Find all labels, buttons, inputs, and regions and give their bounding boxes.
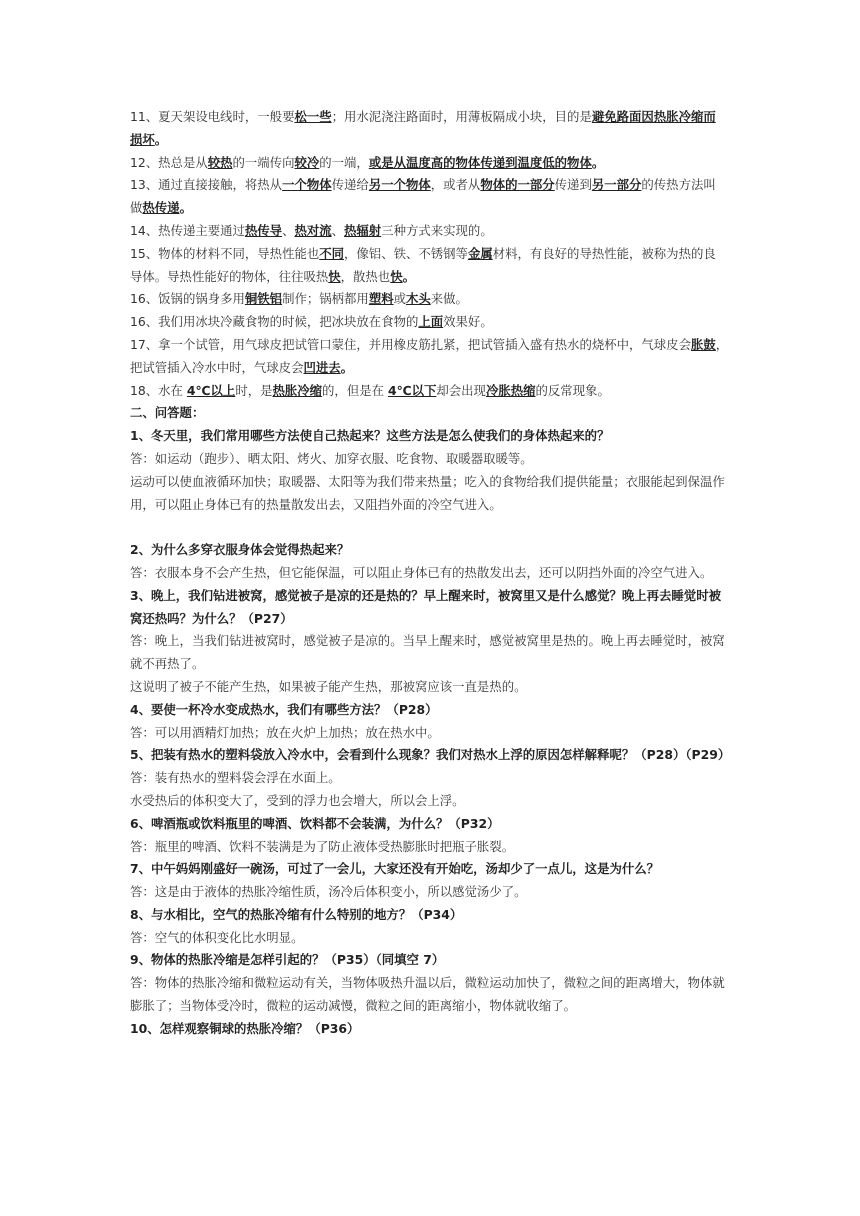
- text-run: 的一端，: [319, 154, 369, 170]
- text-run: 制作；锅柄都用: [282, 291, 369, 307]
- bold-text: 3、晚上，我们钻进被窝，感觉被子是凉的还是热的？早上醒来时，被窝里又是什么感觉？晚上再去睡觉时被: [130, 587, 721, 603]
- text-run: ，或者从: [430, 177, 481, 193]
- answer-blank: 热辐射: [344, 222, 382, 238]
- text-line: [130, 972, 732, 995]
- answer-blank: 另一个物体: [368, 177, 431, 193]
- text-line: [130, 471, 732, 494]
- text-line: [130, 129, 732, 152]
- bold-text: 8、与水相比，空气的热胀冷缩有什么特别的地方？（P34）: [130, 906, 463, 922]
- text-run: 或: [393, 291, 406, 307]
- text-run: 14、热传递主要通过: [130, 222, 245, 238]
- text-line: [130, 653, 732, 676]
- bold-text: 4、要使一杯冷水变成热水，我们有哪些方法？（P28）: [130, 701, 438, 717]
- text-line: [130, 722, 732, 745]
- bold-text: 。: [591, 154, 605, 170]
- bold-text: 窝还热吗？为什么？（P27）: [130, 610, 293, 626]
- text-run: 的反常现象。: [535, 382, 610, 398]
- answer-blank: 热传导: [244, 222, 283, 238]
- text-line: [130, 676, 732, 699]
- document-body: [130, 106, 732, 1041]
- text-line: [130, 1018, 732, 1041]
- bold-text: 二、问答题：: [130, 405, 205, 421]
- text-run: 传递给: [331, 177, 369, 193]
- text-run: 三种方式来实现的。: [381, 222, 493, 238]
- bold-text: 6、啤酒瓶或饮料瓶里的啤酒、饮料都不会装满，为什么？（P32）: [130, 815, 500, 831]
- text-line: [130, 813, 732, 836]
- text-line: [130, 266, 732, 289]
- text-line: [130, 699, 732, 722]
- answer-blank: 冷胀热缩: [485, 382, 536, 398]
- bold-text: 2、为什么多穿衣服身体会觉得热起来？: [130, 542, 350, 558]
- answer-blank: 木头: [405, 291, 431, 307]
- text-line: [130, 174, 732, 197]
- text-line: [130, 630, 732, 653]
- bold-text: 10、怎样观察铜球的热胀冷缩？（P36）: [130, 1020, 360, 1036]
- text-line: [130, 197, 732, 220]
- text-run: 答：空气的体积变化比水明显。: [130, 929, 304, 945]
- text-run: 材料，有良好的导热性能，被称为热的良: [492, 245, 716, 261]
- text-line: [130, 380, 732, 403]
- bold-text: 。: [179, 200, 192, 216]
- text-run: 答：可以用酒精灯加热；放在火炉上加热；放在热水中。: [130, 724, 440, 740]
- text-line: [130, 790, 732, 813]
- text-line: [130, 334, 732, 357]
- text-run: 答：装有热水的塑料袋会浮在水面上。: [130, 770, 341, 786]
- answer-blank: 金属: [467, 245, 493, 261]
- text-run: 答：如运动（跑步）、晒太阳、烤火、加穿衣服、吃食物、取暖器取暖等。: [130, 450, 533, 466]
- text-run: ；用水泥浇注路面时，用薄板隔成小块，目的是: [331, 109, 592, 124]
- text-run: 把试管插入冷水中时，气球皮会: [130, 359, 304, 375]
- text-run: 却会出现: [436, 382, 486, 398]
- answer-blank: 或是从温度高的物体传递到温度低的物体: [368, 154, 592, 170]
- text-line: [130, 881, 732, 904]
- answer-blank: 胀鼓: [690, 336, 716, 352]
- text-line: [130, 858, 732, 881]
- answer-blank: 上面: [418, 314, 444, 330]
- answer-blank: 热胀冷缩: [272, 382, 323, 398]
- text-run: 运动可以使血液循环加快；取暖器、太阳等为我们带来热量；吃入的食物给我们提供能量；衣服能起到保温作: [130, 473, 725, 489]
- text-run: ，像铝、铁、不锈钢等: [344, 245, 468, 261]
- text-line: [130, 949, 732, 972]
- text-line: [130, 448, 732, 471]
- answer-blank: 塑料: [368, 291, 394, 307]
- text-line: [130, 836, 732, 859]
- bold-text: 5、把装有热水的塑料袋放入冷水中，会看到什么现象？我们对热水上浮的原因怎样解释呢？（P28）（P29）: [130, 747, 731, 763]
- text-run: ，: [715, 336, 729, 352]
- text-run: 导体。导热性能好的物体，往往吸热: [130, 268, 329, 284]
- text-line: [130, 402, 732, 425]
- answer-blank: 较热: [207, 154, 233, 170]
- text-line: [130, 608, 732, 631]
- text-run: 13、通过直接接触，将热从: [130, 177, 283, 193]
- text-line: [130, 767, 732, 790]
- bold-text: 。: [340, 359, 354, 375]
- text-line: [130, 425, 732, 448]
- text-run: 15、物体的材料不同，导热性能也: [130, 245, 320, 261]
- text-line: [130, 494, 732, 517]
- text-run: ，散热也: [340, 268, 391, 284]
- text-run: 效果好。: [443, 314, 493, 330]
- text-line: [130, 220, 732, 243]
- blank-line: [130, 516, 732, 539]
- text-line: [130, 106, 732, 129]
- answer-blank: 凹进去: [303, 359, 341, 375]
- text-run: 答：衣服本身不会产生热，但它能保温，可以阻止身体已有的热散发出去，还可以阴挡外面的冷空气进入。: [130, 564, 713, 580]
- text-line: [130, 904, 732, 927]
- answer-blank: 不同: [319, 245, 345, 261]
- text-run: 16、饭锅的锅身多用: [130, 291, 245, 307]
- text-run: 17、拿一个试管，用气球皮把试管口蒙住，并用橡皮筋扎紧，把试管插入盛有热水的烧杯中，气球皮会: [130, 336, 691, 352]
- text-run: 膨胀了；当物体受冷时，微粒的运动减慢，微粒之间的距离缩小，物体就收缩了。: [130, 998, 577, 1014]
- text-run: 的一端传向: [232, 154, 295, 170]
- text-run: 16、我们用冰块冷藏食物的时候，把冰块放在食物的: [130, 314, 419, 330]
- answer-blank: 损坏: [130, 131, 155, 147]
- bold-text: 1、冬天里，我们常用哪些方法使自己热起来？这些方法是怎么使我们的身体热起来的？: [130, 428, 610, 444]
- text-line: [130, 152, 732, 175]
- text-run: 的传热方法叫: [641, 177, 716, 193]
- text-run: 的，但是在: [322, 382, 388, 398]
- text-run: 用，可以阻止身体已有的热量散发出去，又阻挡外面的冷空气进入。: [130, 496, 502, 512]
- answer-blank: 快: [328, 268, 341, 284]
- text-line: [130, 243, 732, 266]
- text-run: 答：晚上，当我们钻进被窝时，感觉被子是凉的。当早上醒来时，感觉被窝里是热的。晚上再去睡觉时，被窝: [130, 633, 725, 649]
- text-line: [130, 539, 732, 562]
- text-run: 12、热总是从: [130, 154, 208, 170]
- answer-blank: 热对流: [294, 222, 332, 238]
- bold-text: 。: [402, 268, 415, 284]
- answer-blank: 另一部分: [591, 177, 642, 193]
- answer-blank: 快: [390, 268, 403, 284]
- answer-blank: 4℃以上: [186, 382, 236, 398]
- text-line: [130, 562, 732, 585]
- answer-blank: 铜铁铝: [244, 291, 283, 307]
- answer-blank: 松一些: [294, 109, 332, 124]
- text-line: [130, 744, 732, 767]
- bold-text: 7、中午妈妈刚盛好一碗汤，可过了一会儿，大家还没有开始吃，汤却少了一点儿，这是为什么？: [130, 861, 660, 877]
- text-line: [130, 927, 732, 950]
- text-run: 这说明了被子不能产生热，如果被子能产生热，那被窝应该一直是热的。: [130, 678, 527, 694]
- answer-blank: 4℃以下: [387, 382, 437, 398]
- text-run: 答：瓶里的啤酒、饮料不装满是为了防止液体受热膨胀时把瓶子胀裂。: [130, 838, 515, 854]
- answer-blank: 物体的一部分: [480, 177, 555, 193]
- text-run: 传递到: [554, 177, 592, 193]
- text-run: 、: [282, 222, 295, 238]
- text-run: 时，是: [235, 382, 273, 398]
- answer-blank: 一个物体: [282, 177, 332, 193]
- answer-blank: 较冷: [294, 154, 320, 170]
- text-run: 11、夏天架设电线时，一般要: [130, 109, 295, 124]
- text-run: 就不再热了。: [130, 656, 205, 672]
- text-run: 来做。: [430, 291, 468, 307]
- text-line: [130, 585, 732, 608]
- text-run: 做: [130, 200, 143, 216]
- text-run: 、: [331, 222, 345, 238]
- bold-text: 。: [154, 131, 168, 147]
- text-run: 答：这是由于液体的热胀冷缩性质，汤冷后体积变小，所以感觉汤少了。: [130, 884, 527, 900]
- answer-blank: 热传递: [142, 200, 180, 216]
- text-run: 18、水在: [130, 382, 187, 398]
- text-line: [130, 357, 732, 380]
- text-run: 水受热后的体积变大了，受到的浮力也会增大，所以会上浮。: [130, 792, 465, 808]
- text-line: [130, 995, 732, 1018]
- text-run: 答：物体的热胀冷缩和微粒运动有关，当物体吸热升温以后，微粒运动加快了，微粒之间的距离增大，物体就: [130, 975, 725, 991]
- bold-text: 9、物体的热胀冷缩是怎样引起的？（P35）（同填空 7）: [130, 952, 445, 968]
- text-line: [130, 288, 732, 311]
- text-line: [130, 311, 732, 334]
- answer-blank: 避免路面因热胀冷缩而: [591, 109, 716, 124]
